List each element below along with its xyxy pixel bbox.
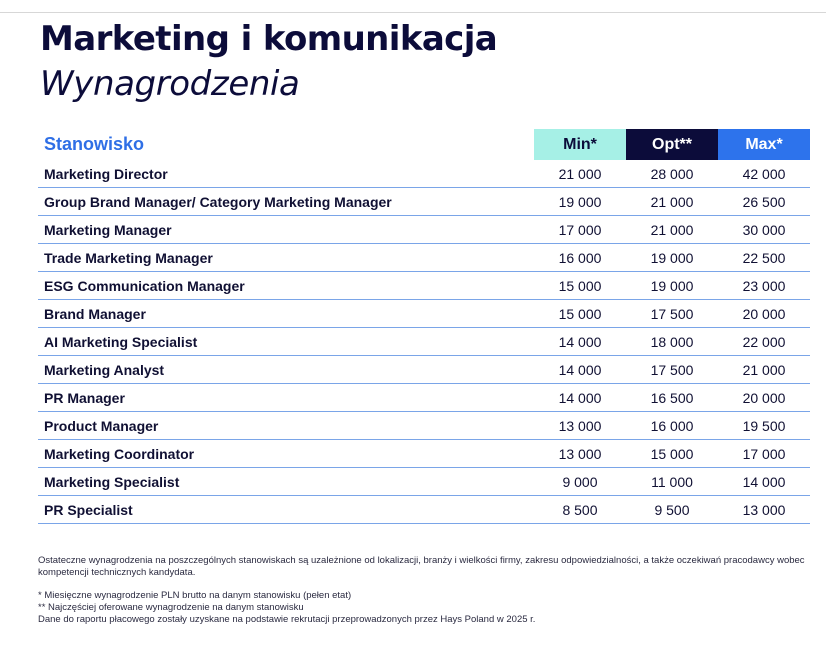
opt-salary: 19 000: [626, 272, 718, 300]
column-header-position: Stanowisko: [44, 134, 145, 154]
opt-salary: 16 500: [626, 384, 718, 412]
max-salary: 20 000: [718, 384, 810, 412]
page-title: Marketing i komunikacja: [40, 19, 498, 59]
position-name: PR Specialist: [38, 496, 534, 524]
opt-salary: 21 000: [626, 216, 718, 244]
table-row: [38, 160, 810, 188]
position-name: Marketing Analyst: [38, 356, 534, 384]
position-name: ESG Communication Manager: [38, 272, 534, 300]
position-name: Marketing Director: [38, 160, 534, 188]
min-salary: 15 000: [534, 300, 626, 328]
table-row: [38, 468, 810, 496]
table-row: [38, 272, 810, 300]
opt-salary: 19 000: [626, 244, 718, 272]
max-salary: 30 000: [718, 216, 810, 244]
table-row: [38, 328, 810, 356]
position-name: Trade Marketing Manager: [38, 244, 534, 272]
opt-salary: 15 000: [626, 440, 718, 468]
opt-salary: 17 500: [626, 356, 718, 384]
min-salary: 14 000: [534, 328, 626, 356]
max-salary: 19 500: [718, 412, 810, 440]
max-salary: 13 000: [718, 496, 810, 524]
min-salary: 13 000: [534, 412, 626, 440]
position-name: AI Marketing Specialist: [38, 328, 534, 356]
max-salary: 22 500: [718, 244, 810, 272]
min-salary: 21 000: [534, 160, 626, 188]
max-salary: 42 000: [718, 160, 810, 188]
opt-salary: 9 500: [626, 496, 718, 524]
opt-salary: 17 500: [626, 300, 718, 328]
max-salary: 20 000: [718, 300, 810, 328]
position-name: Marketing Manager: [38, 216, 534, 244]
position-name: Brand Manager: [38, 300, 534, 328]
disclaimer-text: Ostateczne wynagrodzenia na poszczególnych stanowiskach są uzależnione od lokalizacji, branży i wielkości firmy, zakresu odpowiedzialności, a także oczekiwań pracodawcy wobec kompetencji technicznych kandydata.: [38, 555, 805, 578]
max-salary: 21 000: [718, 356, 810, 384]
table-row: [38, 412, 810, 440]
source-text: Dane do raportu płacowego zostały uzyskane na podstawie rekrutacji przeprowadzonych przez Hays Poland w 2025 r.: [38, 614, 536, 625]
min-salary: 9 000: [534, 468, 626, 496]
max-salary: 23 000: [718, 272, 810, 300]
max-salary: 22 000: [718, 328, 810, 356]
max-salary: 14 000: [718, 468, 810, 496]
min-salary: 16 000: [534, 244, 626, 272]
column-header-max: Max*: [718, 129, 810, 160]
min-salary: 14 000: [534, 356, 626, 384]
min-salary: 13 000: [534, 440, 626, 468]
min-salary: 17 000: [534, 216, 626, 244]
min-salary: 8 500: [534, 496, 626, 524]
table-row: [38, 188, 810, 216]
max-salary: 17 000: [718, 440, 810, 468]
table-row: [38, 356, 810, 384]
position-name: Product Manager: [38, 412, 534, 440]
column-header-min: Min*: [534, 129, 626, 160]
table-row: [38, 440, 810, 468]
footnotes: [38, 555, 814, 626]
salary-table: [38, 129, 810, 524]
table-row: [38, 300, 810, 328]
footnote-opt: ** Najczęściej oferowane wynagrodzenie na danym stanowisku: [38, 602, 304, 613]
table-row: [38, 216, 810, 244]
opt-salary: 11 000: [626, 468, 718, 496]
min-salary: 15 000: [534, 272, 626, 300]
min-salary: 14 000: [534, 384, 626, 412]
column-header-opt: Opt**: [626, 129, 718, 160]
table-row: [38, 244, 810, 272]
min-salary: 19 000: [534, 188, 626, 216]
table-header-row: [38, 129, 810, 160]
table-row: [38, 496, 810, 524]
position-name: PR Manager: [38, 384, 534, 412]
position-name: Marketing Specialist: [38, 468, 534, 496]
max-salary: 26 500: [718, 188, 810, 216]
opt-salary: 21 000: [626, 188, 718, 216]
page-subtitle: Wynagrodzenia: [40, 64, 300, 104]
table-row: [38, 384, 810, 412]
opt-salary: 16 000: [626, 412, 718, 440]
top-divider: [0, 12, 826, 13]
opt-salary: 28 000: [626, 160, 718, 188]
position-name: Group Brand Manager/ Category Marketing Manager: [38, 188, 534, 216]
opt-salary: 18 000: [626, 328, 718, 356]
footnote-min-max: * Miesięczne wynagrodzenie PLN brutto na danym stanowisku (pełen etat): [38, 590, 352, 601]
position-name: Marketing Coordinator: [38, 440, 534, 468]
